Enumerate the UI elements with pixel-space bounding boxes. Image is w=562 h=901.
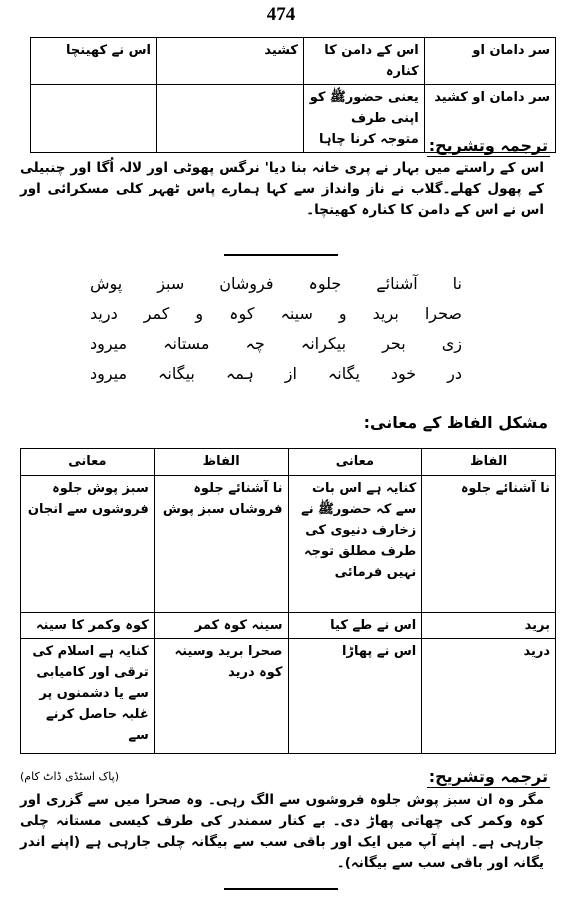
poem-line: در خود یگانہ از ہمہ بیگانہ میرود [90, 364, 462, 383]
poem-line: زی بحر بیکرانہ چہ مستانہ میرود [90, 334, 462, 353]
table-cell: کشید [157, 38, 304, 85]
column-header: الفاظ [422, 449, 556, 476]
table-cell: درید [422, 639, 556, 754]
table-cell: یعنی حضورﷺ کو اپنی طرف متوجہ کرنا چاہا [304, 85, 425, 153]
column-header: معانی [21, 449, 155, 476]
vocabulary-table [20, 448, 556, 754]
translation-paragraph-2: مگر وہ ان سبز پوش جلوہ فروشوں سے الگ رہی۔ وہ صحرا میں سے گزری اور کوہ وکمر کی چھاتی پھاڑ دی۔ بے کنار سمندر کی طرف کیسی مستانہ چلی جارہی ہے۔ اپنے آپ میں ایک اور باقی سب سے بیگانہ چلی جارہی ہے (اپنے اندر یگانہ اور باقی سب سے بیگانہ)۔ [20, 792, 544, 871]
divider [224, 254, 338, 256]
column-header: معانی [288, 449, 422, 476]
table-cell: سبز پوش جلوہ فروشوں سے انجان [21, 476, 155, 613]
translation-paragraph: اس کے راستے میں بہار نے پری خانہ بنا دیا' نرگس پھوٹی اور لالہ اُگا اور چنبیلی کے پھول کھلے۔گلاب نے ناز وانداز سے کہا ہمارے پاس ٹھہر کلی مسکرائی اور اس نے اس کے دامن کا کنارہ کھینچا۔ [20, 160, 544, 218]
table-cell: اس نے پھاڑا [288, 639, 422, 754]
table-cell: کوہ وکمر کا سینہ [21, 613, 155, 639]
table-cell: کنایہ ہے اسلام کی ترقی اور کامیابی سے یا دشمنوں پر غلبہ حاصل کرنے سے [21, 639, 155, 754]
table-row [21, 639, 556, 754]
section-heading-vocabulary: مشکل الفاظ کے معانی: [363, 413, 548, 432]
table-cell: نا آشنائے جلوہ فروشاں سبز پوش [154, 476, 288, 613]
table-row [31, 38, 556, 85]
section-heading-translation: ترجمہ وتشریح: [428, 136, 548, 155]
table-cell [31, 85, 157, 153]
table-cell: اس کے دامن کا کنارہ [304, 38, 425, 85]
watermark-text: (پاک اسٹڈی ڈاٹ کام) [20, 770, 120, 783]
poem-line: صحرا برید و سینہ کوہ و کمر درید [90, 304, 462, 323]
table-cell: سینہ کوہ کمر [154, 613, 288, 639]
column-header: الفاظ [154, 449, 288, 476]
table-row [21, 476, 556, 613]
table-cell: کنایہ ہے اس بات سے کہ حضورﷺ نے زخارف دنیوی کی طرف مطلق توجہ نہیں فرمائی [288, 476, 422, 613]
table-cell: نا آشنائے جلوہ [422, 476, 556, 613]
table-cell: اس نے طے کیا [288, 613, 422, 639]
table-cell: سر دامان او [424, 38, 555, 85]
table-cell: اس نے کھینچا [31, 38, 157, 85]
section-heading-translation-2: ترجمہ وتشریح: [428, 767, 548, 786]
poem-line: نا آشنائے جلوہ فروشان سبز پوش [90, 274, 462, 293]
page-number: 474 [266, 4, 296, 25]
table-cell: سر دامان او کشید [424, 85, 555, 153]
divider [224, 888, 338, 890]
table-row [21, 613, 556, 639]
table-cell: صحرا برید وسینہ کوہ درید [154, 639, 288, 754]
table-cell: برید [422, 613, 556, 639]
table-cell [157, 85, 304, 153]
table-header-row [21, 449, 556, 476]
